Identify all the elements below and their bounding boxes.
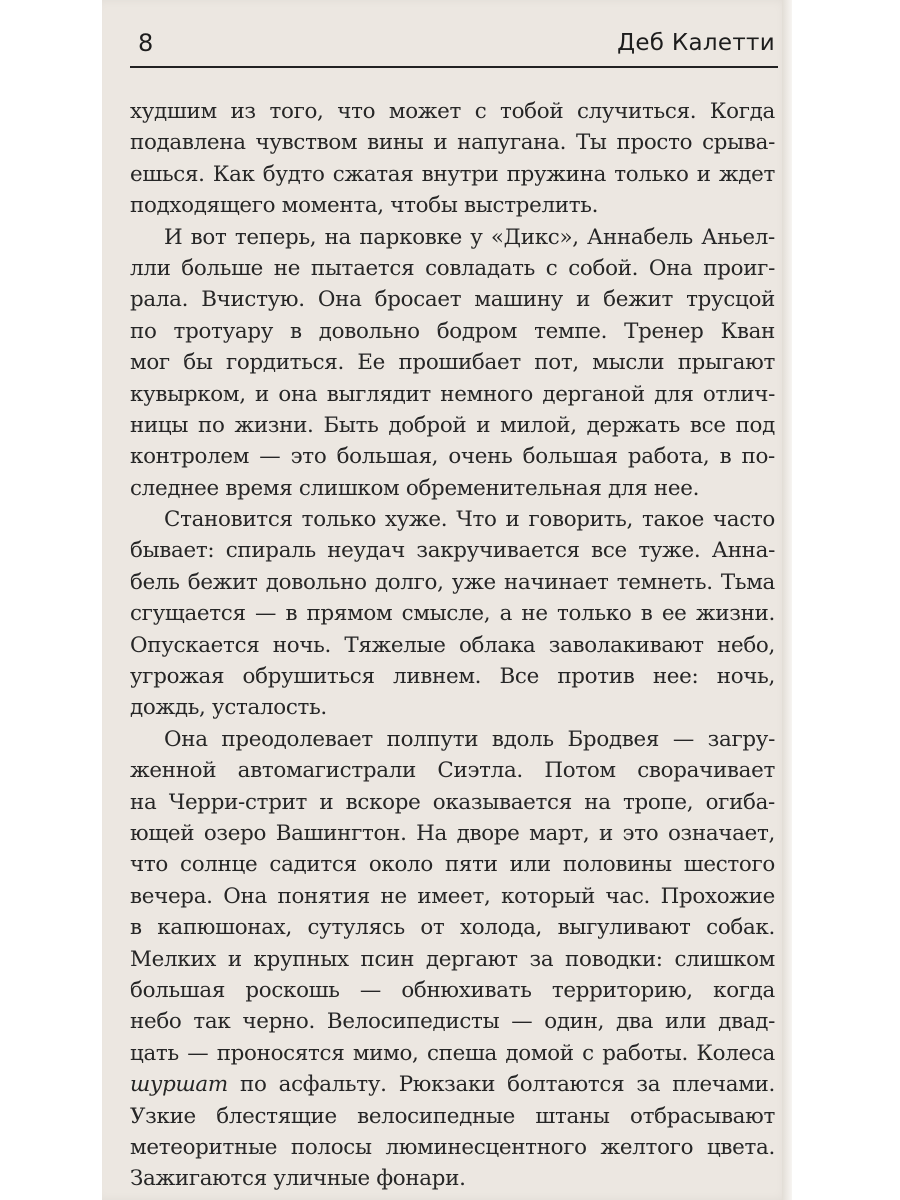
text-line: Мелких и крупных псин дергают за поводки: слишком bbox=[130, 946, 775, 972]
text-line: лли больше не пытается совладать с собой. Она проиг- bbox=[130, 255, 775, 281]
page-number: 8 bbox=[138, 29, 154, 57]
text-line: угрожая обрушиться ливнем. Все против нее: ночь, bbox=[130, 664, 775, 690]
text-line: И вот теперь, на парковке у «Дикс», Аннабель Аньел- bbox=[164, 224, 775, 250]
text-line: Зажигаются уличные фонари. bbox=[130, 1166, 466, 1192]
line-text: по асфальту. Рюкзаки болтаются за плечами. bbox=[239, 1072, 776, 1098]
text-line: что солнце садится около пяти или половины шестого bbox=[130, 852, 775, 878]
text-line: дождь, усталость. bbox=[130, 695, 327, 721]
text-line: ющей озеро Вашингтон. На дворе март, и это означает, bbox=[130, 820, 775, 846]
text-line bbox=[130, 1069, 775, 1100]
text-line: кувырком, и она выглядит немного дерганой для отлич- bbox=[130, 381, 775, 407]
text-line: небо так черно. Велосипедисты — один, два или двад- bbox=[130, 1009, 775, 1035]
text-line: ешься. Как будто сжатая внутри пружина только и ждет bbox=[130, 161, 775, 187]
text-line: следнее время слишком обременительная для нее. bbox=[130, 475, 700, 501]
running-head-author: Деб Калетти bbox=[617, 30, 775, 56]
text-line: Опускается ночь. Тяжелые облака заволакивают небо, bbox=[130, 632, 775, 658]
page-edge bbox=[782, 0, 792, 1200]
text-line: большая роскошь — обнюхивать территорию, когда bbox=[130, 977, 775, 1003]
text-line: метеоритные полосы люминесцентного желтого цвета. bbox=[130, 1134, 775, 1160]
text-line: ницы по жизни. Быть доброй и милой, держать все под bbox=[130, 412, 775, 438]
text-line: Она преодолевает полпути вдоль Бродвея — загру- bbox=[164, 726, 775, 752]
text-line: подавлена чувством вины и напугана. Ты просто срыва- bbox=[130, 130, 775, 156]
text-line: сгущается — в прямом смысле, а не только в ее жизни. bbox=[130, 601, 775, 627]
text-line: худшим из того, что может с тобой случиться. Когда bbox=[130, 99, 775, 124]
text-line: на Черри-стрит и вскоре оказывается на тропе, огиба- bbox=[130, 789, 775, 815]
text-line: женной автомагистрали Сиэтла. Потом сворачивает bbox=[130, 758, 775, 784]
text-line: по тротуару в довольно бодром темпе. Тренер Кван bbox=[130, 318, 775, 344]
text-line: контролем — это большая, очень большая работа, в по- bbox=[130, 444, 775, 470]
text-line: цать — проносятся мимо, спеша домой с работы. Колеса bbox=[130, 1040, 775, 1066]
text-line: подходящего момента, чтобы выстрелить. bbox=[130, 193, 599, 219]
body-text bbox=[130, 96, 775, 1195]
text-line: рала. Вчистую. Она бросает машину и бежит трусцой bbox=[130, 287, 775, 313]
text-line: мог бы гордиться. Ее прошибает пот, мысли прыгают bbox=[130, 350, 775, 376]
text-line: бывает: спираль неудач закручивается все туже. Анна- bbox=[130, 538, 775, 564]
italic-word: шуршат bbox=[130, 1072, 228, 1098]
text-line: Узкие блестящие велосипедные штаны отбрасывают bbox=[130, 1103, 775, 1129]
header-rule bbox=[130, 66, 778, 68]
page-header bbox=[130, 28, 775, 58]
text-line: в капюшонах, сутулясь от холода, выгуливают собак. bbox=[130, 915, 775, 941]
text-line: Становится только хуже. Что и говорить, такое часто bbox=[164, 507, 775, 533]
text-line: бель бежит довольно долго, уже начинает темнеть. Тьма bbox=[130, 569, 775, 595]
text-line: вечера. Она понятия не имеет, который час. Прохожие bbox=[130, 883, 775, 909]
